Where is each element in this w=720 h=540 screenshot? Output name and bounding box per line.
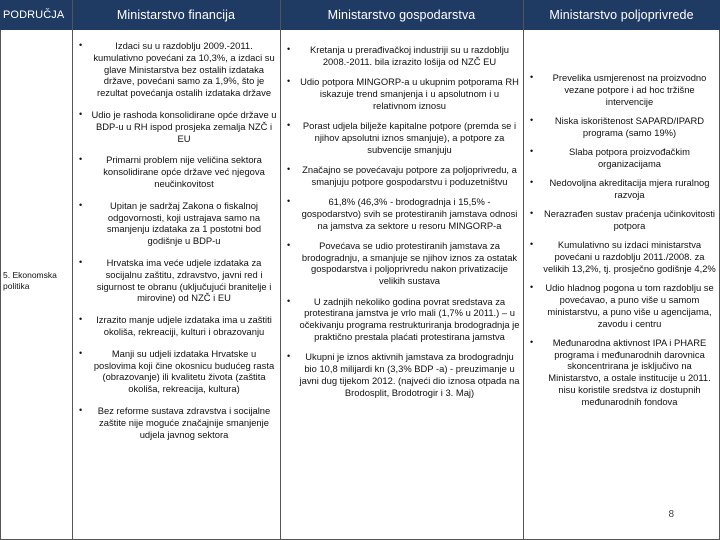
list-item-text: Slaba potpora proizvođačkim organizacijama xyxy=(569,145,690,169)
list-item xyxy=(282,240,521,287)
gospodarstva-list xyxy=(282,44,521,398)
list-item xyxy=(74,109,278,144)
list-item-text: Upitan je sadržaj Zakona o fiskalnoj odgovornosti, koji ustrajava samo na smanjenju izdataka za 1 postotni bod godišnje u BDP-u xyxy=(106,199,262,247)
list-item xyxy=(74,405,278,440)
list-item-text: Niska iskorištenost SAPARD/IPARD programa (samo 19%) xyxy=(554,114,705,138)
bullet-icon: • xyxy=(79,404,83,415)
list-item xyxy=(74,314,278,338)
list-item-text: Primarni problem nije veličina sektora konsolidirane opće države već njegova neučinkovitost xyxy=(103,154,265,189)
list-item xyxy=(525,337,718,408)
header-podrucja: PODRUČJA xyxy=(3,9,65,21)
bullet-icon: • xyxy=(287,163,291,174)
list-item xyxy=(525,239,718,274)
header-financija: Ministarstvo financija xyxy=(116,8,236,22)
list-item-text: Nerazrađen sustav praćenja učinkovitosti potpora xyxy=(544,208,715,231)
bullet-icon: • xyxy=(79,154,83,165)
list-item-text: Međunarodna aktivnost IPA i PHARE programa i međunarodnih darovnica skoncentrirana je isključivo na Ministarstvo, a ostale institucije u 2011. nisu koristile sredstva iz dostupnih međunarodnih fondova xyxy=(548,336,711,407)
list-item-text: Izdaci su u razdoblju 2009.-2011. kumulativno povećani za 10,3%, a izdaci su glave Ministarstva bez ostalih izdataka države, povećani samo za 1,9%, što je rezultat povećanja ostalih izdataka države xyxy=(93,40,275,99)
bullet-icon: • xyxy=(79,314,83,325)
list-item-text: Udio hladnog pogona u tom razdoblju se povećavao, a puno više u samom ministarstvu, a puno više u agencijama, zavodu i centru xyxy=(545,282,714,329)
list-item-text: Bez reforme sustava zdravstva i socijalne zaštite nije moguće značajnije smanjenje udjela javnog sektora xyxy=(97,404,271,440)
list-item xyxy=(525,146,718,170)
list-item-text: Hrvatska ima veće udjele izdataka za socijalnu zaštitu, zdravstvo, javni red i sigurnost te obranu (uključujući branitelje i mirovine) od NZČ i EU xyxy=(96,256,272,304)
list-item-text: Udio potpora MINGORP-a u ukupnim potporama RH iskazuje trend smanjenja i u apsolutnom i u relativnom iznosu xyxy=(300,76,519,111)
list-item xyxy=(282,164,521,188)
bullet-icon: • xyxy=(79,347,83,358)
column-divider xyxy=(72,0,73,540)
list-item xyxy=(525,115,718,139)
bullet-icon: • xyxy=(287,239,291,250)
list-item-text: Značajno se povećavaju potpore za poljoprivredu, a smanjuju potpore gospodarstvu i poduzetništvu xyxy=(302,163,517,187)
bullet-icon: • xyxy=(79,199,83,210)
row-label: 5. Ekonomska politika xyxy=(3,270,57,291)
bullet-icon: • xyxy=(79,108,83,119)
bullet-icon: • xyxy=(530,145,534,156)
list-item xyxy=(282,196,521,231)
bullet-icon: • xyxy=(79,256,83,267)
list-item xyxy=(74,40,278,99)
bullet-icon: • xyxy=(530,239,534,250)
bullet-icon: • xyxy=(287,44,291,54)
list-item-text: Povećava se udio protestiranih jamstava za brodogradnju, a smanjuje se njihov iznos za ostatak gospodarstva i poljoprivredu nakon privatizacije velikih sustava xyxy=(301,239,518,287)
list-item-text: Kumulativno su izdaci ministarstva povećani u razdoblju 2011./2008. za velikih 13,2%, tj. prosječno godišnje 4,2% xyxy=(543,239,716,274)
bullet-icon: • xyxy=(530,114,534,125)
bullet-icon: • xyxy=(79,40,83,50)
bullet-icon: • xyxy=(287,195,291,206)
bullet-icon: • xyxy=(287,295,291,306)
financija-cell xyxy=(74,30,278,540)
financija-list xyxy=(74,40,278,440)
list-item-text: Izrazito manje udjele izdataka ima u zaštiti okoliša, rekreaciji, kulturi i obrazovanju xyxy=(96,314,272,337)
list-item-text: 61,8% (46,3% - brodogradnja i 15,5% - gospodarstvo) svih se protestiranih jamstava odnosi na jamstva za sektore u resoru MINGORP-a xyxy=(301,195,518,231)
column-divider xyxy=(280,0,281,540)
list-item-text: Nedovoljna akreditacija mjera ruralnog razvoja xyxy=(549,177,710,200)
list-item-text: Manji su udjeli izdataka Hrvatske u poslovima koji čine okosnicu budućeg rasta (obrazovanje) ili kvalitetu života (zaštita okoliša, rekreacija, kultura) xyxy=(93,347,275,395)
list-item xyxy=(525,72,718,107)
list-item-text: Prevelika usmjerenost na proizvodno vezane potpore i ad hoc tržišne intervencije xyxy=(552,72,707,107)
bullet-icon: • xyxy=(530,208,534,219)
bullet-icon: • xyxy=(287,119,291,130)
list-item xyxy=(282,120,521,155)
list-item xyxy=(74,257,278,304)
bullet-icon: • xyxy=(530,177,534,188)
bullet-icon: • xyxy=(287,351,291,362)
gospodarstva-cell xyxy=(282,30,521,540)
list-item-text: Ukupni je iznos aktivnih jamstava za brodogradnju bio 10,8 milijardi kn (3,3% BDP -a) - preuzimanje u javni dug tijekom 2012. (najveći dio iznosa otpada na Brodosplit, Brodotrogir i 3. Maj) xyxy=(299,351,520,398)
header-poljoprivrede: Ministarstvo poljoprivrede xyxy=(549,8,694,22)
list-item xyxy=(74,348,278,395)
page-number: 8 xyxy=(668,509,674,520)
list-item xyxy=(74,154,278,189)
list-item-text: U zadnjih nekoliko godina povrat sredstava za protestirana jamstva je vrlo mali (1,7% u 2011.) – u očekivanju programa restrukturiranja brodogradnja je praktično prestala plaćati protestirana jamstva xyxy=(299,295,520,342)
list-item-text: Porast udjela bilježe kapitalne potpore (premda se i njihov apsolutni iznos smanjuje), a potpore za subvencije smanjuju xyxy=(302,119,517,155)
bullet-icon: • xyxy=(530,72,534,82)
list-item xyxy=(282,76,521,111)
list-item xyxy=(525,177,718,201)
poljoprivrede-list xyxy=(525,72,718,408)
list-item xyxy=(282,351,521,398)
bullet-icon: • xyxy=(530,282,534,293)
list-item xyxy=(525,208,718,232)
list-item-text: Udio je rashoda konsolidirane opće države u BDP-u u RH ispod prosjeka zemalja NZČ i EU xyxy=(91,108,277,144)
list-item xyxy=(282,44,521,68)
list-item xyxy=(525,282,718,329)
bullet-icon: • xyxy=(530,336,534,347)
poljoprivrede-cell xyxy=(525,30,718,540)
list-item xyxy=(282,296,521,343)
bullet-icon: • xyxy=(287,76,291,87)
list-item xyxy=(74,200,278,247)
table-header xyxy=(0,0,720,30)
list-item-text: Kretanja u prerađivačkoj industriji su u razdoblju 2008.-2011. bila izrazito lošija od NZČ EU xyxy=(309,44,510,67)
column-divider xyxy=(523,0,524,540)
header-gospodarstva: Ministarstvo gospodarstva xyxy=(327,8,476,22)
